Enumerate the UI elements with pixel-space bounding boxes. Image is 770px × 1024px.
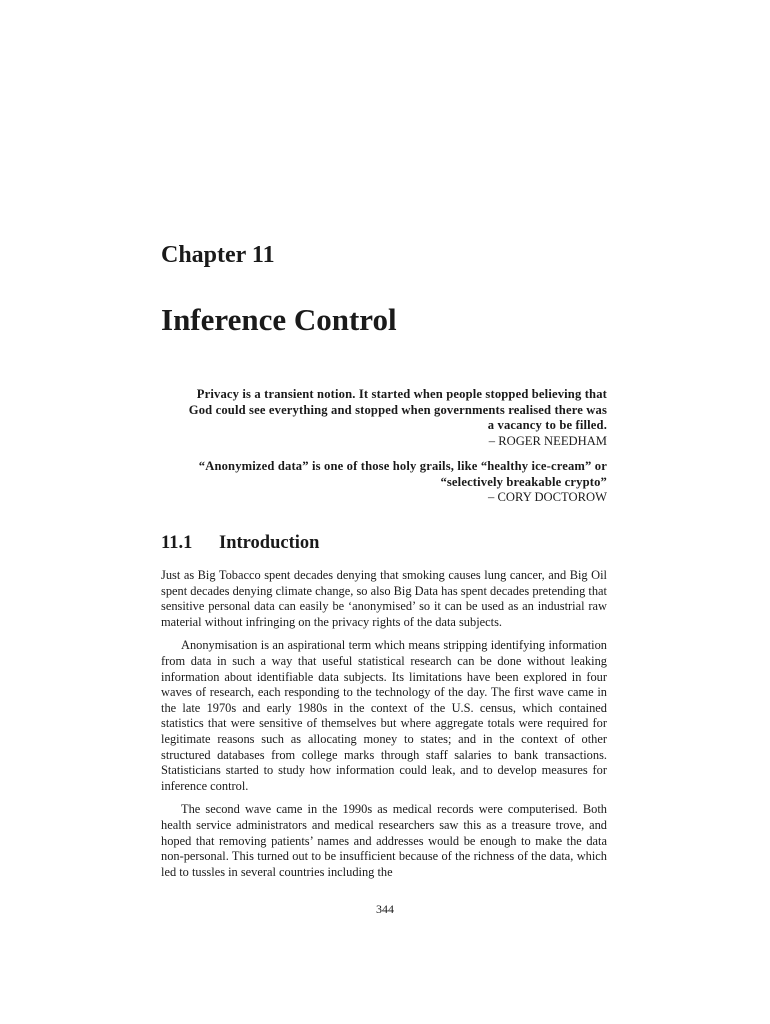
- epigraph-author: – ROGER NEEDHAM: [488, 433, 607, 448]
- epigraph-author: – CORY DOCTOROW: [488, 490, 607, 504]
- paragraph: Just as Big Tobacco spent decades denying that smoking causes lung cancer, and Big Oil spent decades denying climate change, so also Big Data has spent decades pretending that sensitive personal data can easily be ‘anonymised’ so it can be used as an industrial raw material without infringing on the privacy rights of the data subjects.: [161, 568, 607, 629]
- epigraph-doctorow: [187, 459, 607, 506]
- section-number: 11.1: [161, 533, 193, 553]
- chapter-title: Inference Control: [161, 302, 397, 337]
- paragraph: Anonymisation is an aspirational term which means stripping identifying information from data in such a way that useful statistical research can be done without leaking information about identifiable data subjects. Its limitations have been explored in four waves of research, each responding to the technology of the day. The first wave came in the late 1970s and early 1980s in the context of the U.S. census, which contained statistics that were sensitive of themselves but where aggregate totals were required for legitimate reasons such as allocating money to states; and in the context of other structured databases from college marks through staff salaries to bank transactions. Statisticians started to study how information could leak, and to develop measures for inference control.: [161, 638, 607, 793]
- chapter-label: Chapter 11: [161, 242, 275, 268]
- body-text: [161, 568, 607, 888]
- epigraph-needham: [187, 387, 607, 449]
- paragraph: The second wave came in the 1990s as medical records were computerised. Both health service administrators and medical researchers saw this as a treasure trove, and hoped that removing patients’ names and addresses would be enough to make the data non-personal. This turned out to be insufficient because of the richness of the data, which led to tussles in several countries including the: [161, 802, 607, 879]
- epigraph-quote: “Anonymized data” is one of those holy grails, like “healthy ice-cream” or “selectively breakable crypto”: [198, 459, 607, 489]
- page-number: 344: [376, 902, 394, 916]
- section-heading: [161, 531, 319, 555]
- section-title: Introduction: [219, 533, 320, 553]
- epigraph-quote: Privacy is a transient notion. It started when people stopped believing that God could see everything and stopped when governments realised there was a vacancy to be filled.: [188, 387, 607, 432]
